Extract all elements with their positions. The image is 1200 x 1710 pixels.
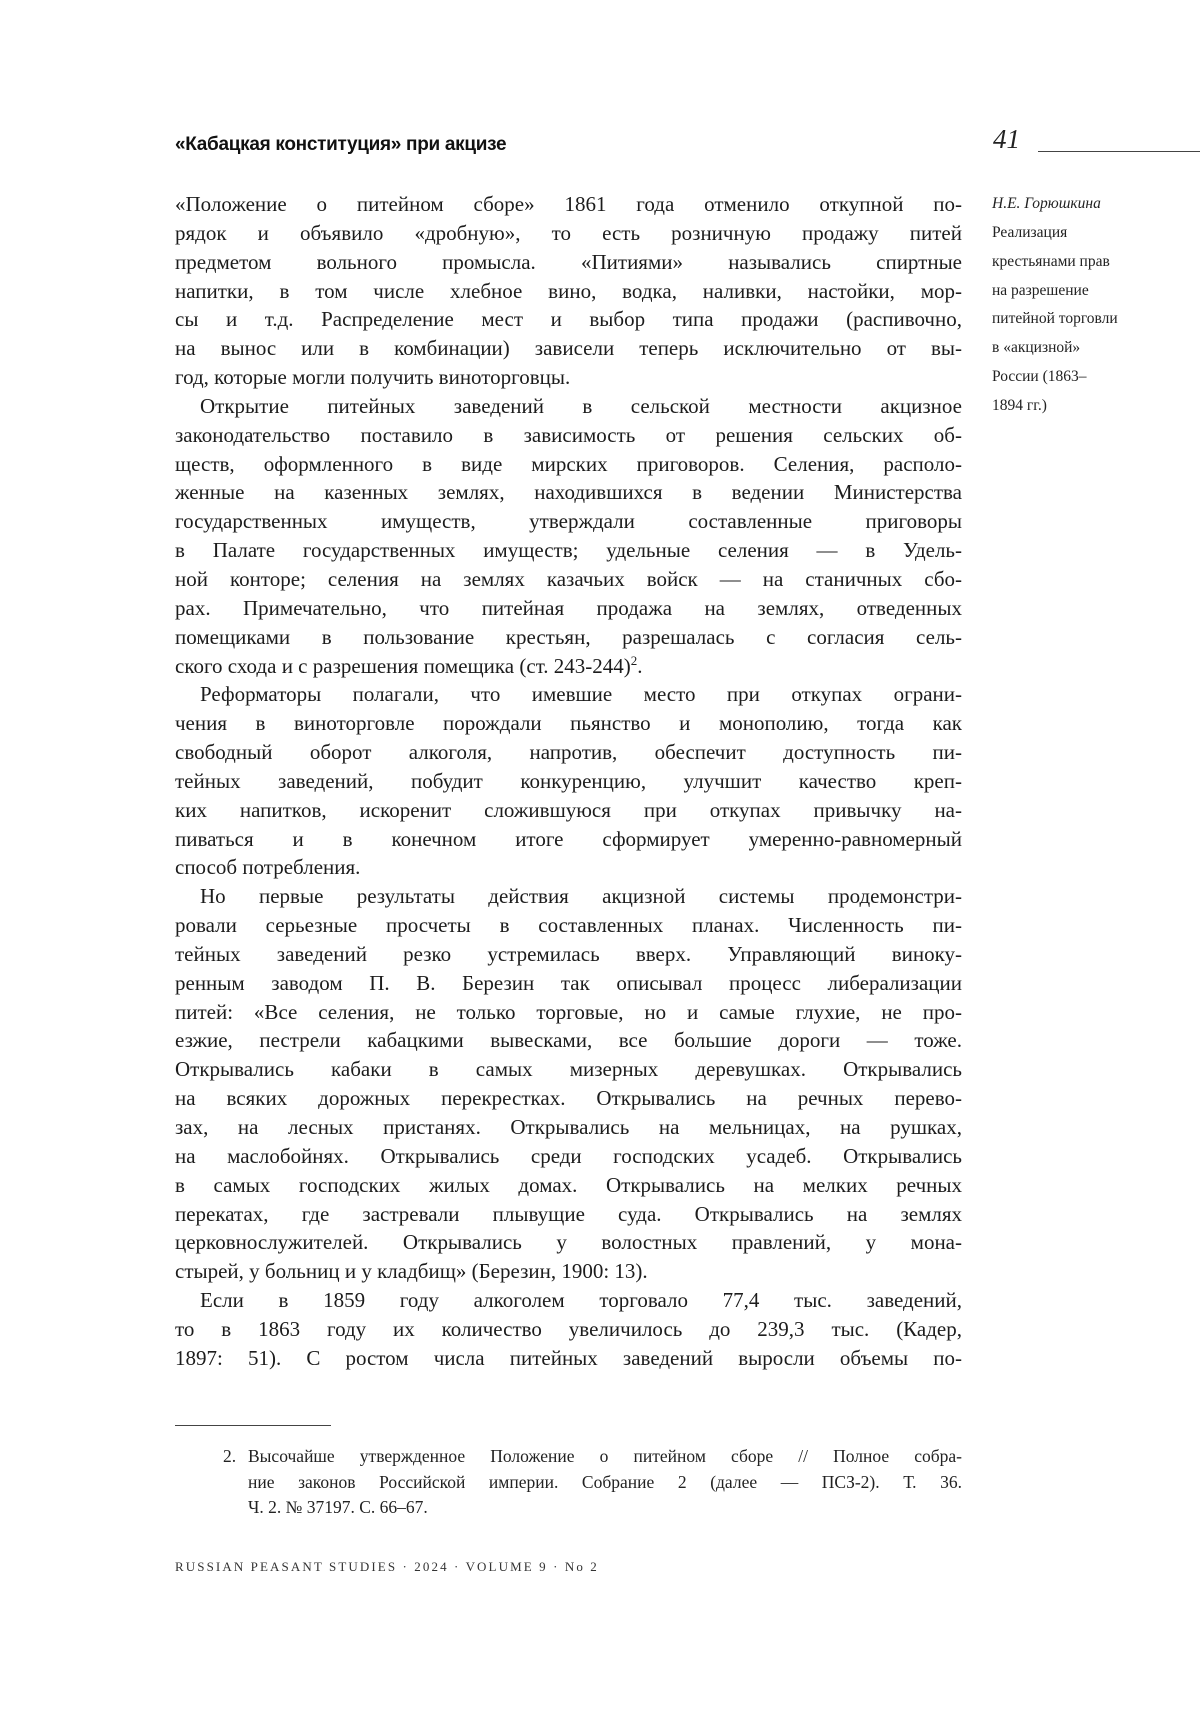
- footnote-line: Высочайше утвержденное Положение о питейном сборе // Полное собра-: [248, 1444, 962, 1470]
- paragraph: [175, 882, 962, 1286]
- text-line: [175, 1257, 962, 1286]
- line-text: «Положение о питейном сборе» 1861 года отменило откупной по-: [175, 192, 962, 216]
- line-text: питей: «Все селения, не только торговые, но и самые глухие, не про-: [175, 1000, 962, 1024]
- footnote-line: Ч. 2. № 37197. С. 66–67.: [248, 1495, 962, 1521]
- text-line: [175, 911, 962, 940]
- paragraph: [175, 392, 962, 680]
- line-text: тейных заведений резко устремилась вверх. Управляющий виноку-: [175, 942, 962, 966]
- line-text: то в 1863 году их количество увеличилось до 239,3 тыс. (Кадер,: [175, 1317, 962, 1341]
- text-line: [175, 969, 962, 998]
- sidebar-author: Н.Е. Горюшкина: [992, 190, 1162, 219]
- text-line: [175, 363, 962, 392]
- text-line: [175, 882, 962, 911]
- line-text: Если в 1859 году алкоголем торговало 77,4 тыс. заведений,: [200, 1288, 962, 1312]
- line-text: чения в виноторговле порождали пьянство и монополию, тогда как: [175, 711, 962, 735]
- line-text: год, которые могли получить виноторговцы.: [175, 365, 570, 389]
- line-text: рядок и объявило «дробную», то есть розничную продажу питей: [175, 221, 962, 245]
- paragraph: [175, 190, 962, 392]
- line-text: Открывались кабаки в самых мизерных деревушках. Открывались: [175, 1057, 962, 1081]
- text-line: [175, 1113, 962, 1142]
- line-text: предметом вольного промысла. «Питиями» назывались спиртные: [175, 250, 962, 274]
- line-text: рах. Примечательно, что питейная продажа на землях, отведенных: [175, 596, 962, 620]
- line-text: напитки, в том числе хлебное вино, водка, наливки, настойки, мор-: [175, 279, 962, 303]
- line-text: зах, на лесных пристанях. Открывались на мельницах, на рушках,: [175, 1115, 962, 1139]
- article-sidebar: [992, 190, 1162, 421]
- line-text: перекатах, где застревали плывущие суда. Открывались на землях: [175, 1202, 962, 1226]
- line-text: способ потребления.: [175, 855, 360, 879]
- running-title: «Кабацкая конституция» при акцизе: [175, 134, 506, 156]
- line-text: ского схода и с разрешения помещика (ст. 243-244): [175, 654, 631, 678]
- text-line: [175, 1315, 962, 1344]
- text-line: [175, 1200, 962, 1229]
- text-line: [175, 421, 962, 450]
- footnotes: [223, 1444, 962, 1521]
- line-text: пиваться и в конечном итоге сформирует умеренно-равномерный: [175, 827, 962, 851]
- text-line: [175, 1228, 962, 1257]
- line-text: Реформаторы полагали, что имевшие место при откупах ограни-: [200, 682, 962, 706]
- header-rule: [1038, 151, 1200, 152]
- text-line: [175, 190, 962, 219]
- line-text: ровали серьезные просчеты в составленных планах. Численность пи-: [175, 913, 962, 937]
- footnote: [223, 1444, 962, 1521]
- line-text: свободный оборот алкоголя, напротив, обеспечит доступность пи-: [175, 740, 962, 764]
- line-text: помещиками в пользование крестьян, разрешалась с согласия сель-: [175, 625, 962, 649]
- line-text: церковнослужителей. Открывались у волостных правлений, у мона-: [175, 1230, 962, 1254]
- text-line: [175, 594, 962, 623]
- page-number: 41: [993, 124, 1020, 155]
- line-text: на всяких дорожных перекрестках. Открывались на речных перево-: [175, 1086, 962, 1110]
- paragraph: [175, 1286, 962, 1373]
- text-line: [175, 825, 962, 854]
- line-text: женные на казенных землях, находившихся в ведении Министерства: [175, 480, 962, 504]
- line-text: сы и т.д. Распределение мест и выбор типа продажи (распивочно,: [175, 307, 962, 331]
- line-text: 1897: 51). С ростом числа питейных заведений выросли объемы по-: [175, 1346, 962, 1370]
- text-line: [175, 392, 962, 421]
- sidebar-title-line: России (1863–: [992, 363, 1162, 392]
- line-text: на маслобойнях. Открывались среди господских усадеб. Открывались: [175, 1144, 962, 1168]
- text-line: [175, 507, 962, 536]
- text-line: [175, 219, 962, 248]
- line-text: ренным заводом П. В. Березин так описывал процесс либерализации: [175, 971, 962, 995]
- line-text: в самых господских жилых домах. Открывались на мелких речных: [175, 1173, 962, 1197]
- footnote-number: 2.: [223, 1444, 236, 1470]
- text-line: [175, 478, 962, 507]
- journal-footer: RUSSIAN PEASANT STUDIES · 2024 · VOLUME 9 · No 2: [175, 1559, 599, 1575]
- line-text: Открытие питейных заведений в сельской местности акцизное: [200, 394, 962, 418]
- text-line: [175, 1084, 962, 1113]
- footnote-line: ние законов Российской империи. Собрание 2 (далее — ПСЗ-2). Т. 36.: [248, 1470, 962, 1496]
- paragraph: [175, 680, 962, 882]
- line-text: ной конторе; селения на землях казачьих войск — на станичных сбо-: [175, 567, 962, 591]
- text-line: [175, 998, 962, 1027]
- sidebar-title-line: питейной торговли: [992, 305, 1162, 334]
- text-line: [175, 536, 962, 565]
- text-line: [175, 305, 962, 334]
- text-line: [175, 738, 962, 767]
- line-text-tail: .: [637, 654, 642, 678]
- text-line: [175, 334, 962, 363]
- sidebar-title-line: Реализация: [992, 219, 1162, 248]
- text-line: [175, 565, 962, 594]
- line-text: езжие, пестрели кабацкими вывесками, все большие дороги — тоже.: [175, 1028, 962, 1052]
- text-line: [175, 623, 962, 652]
- line-text: на вынос или в комбинации) зависели теперь исключительно от вы-: [175, 336, 962, 360]
- text-line: [175, 450, 962, 479]
- text-line: [175, 680, 962, 709]
- line-text: в Палате государственных имуществ; удельные селения — в Удель-: [175, 538, 962, 562]
- text-line: [175, 1344, 962, 1373]
- text-line: [175, 796, 962, 825]
- line-text: законодательство поставило в зависимость от решения сельских об-: [175, 423, 962, 447]
- text-line: [175, 1055, 962, 1084]
- line-text: государственных имуществ, утверждали составленные приговоры: [175, 509, 962, 533]
- text-line: [175, 1286, 962, 1315]
- text-line: [175, 1142, 962, 1171]
- footnote-reference[interactable]: 2: [631, 653, 638, 668]
- sidebar-title-line: в «акцизной»: [992, 334, 1162, 363]
- line-text: стырей, у больниц и у кладбищ» (Березин, 1900: 13).: [175, 1259, 648, 1283]
- text-line: [175, 652, 962, 681]
- line-text: тейных заведений, побудит конкуренцию, улучшит качество креп-: [175, 769, 962, 793]
- line-text: ких напитков, искоренит сложившуюся при откупах привычку на-: [175, 798, 962, 822]
- sidebar-title-line: 1894 гг.): [992, 392, 1162, 421]
- text-line: [175, 853, 962, 882]
- text-line: [175, 248, 962, 277]
- text-line: [175, 277, 962, 306]
- text-line: [175, 767, 962, 796]
- text-line: [175, 1171, 962, 1200]
- line-text: Но первые результаты действия акцизной системы продемонстри-: [200, 884, 962, 908]
- sidebar-title-line: крестьянами прав: [992, 248, 1162, 277]
- article-body: [175, 190, 962, 1373]
- line-text: ществ, оформленного в виде мирских приговоров. Селения, располо-: [175, 452, 962, 476]
- sidebar-title-line: на разрешение: [992, 277, 1162, 306]
- text-line: [175, 709, 962, 738]
- text-line: [175, 940, 962, 969]
- text-line: [175, 1026, 962, 1055]
- footnote-rule: [175, 1425, 331, 1426]
